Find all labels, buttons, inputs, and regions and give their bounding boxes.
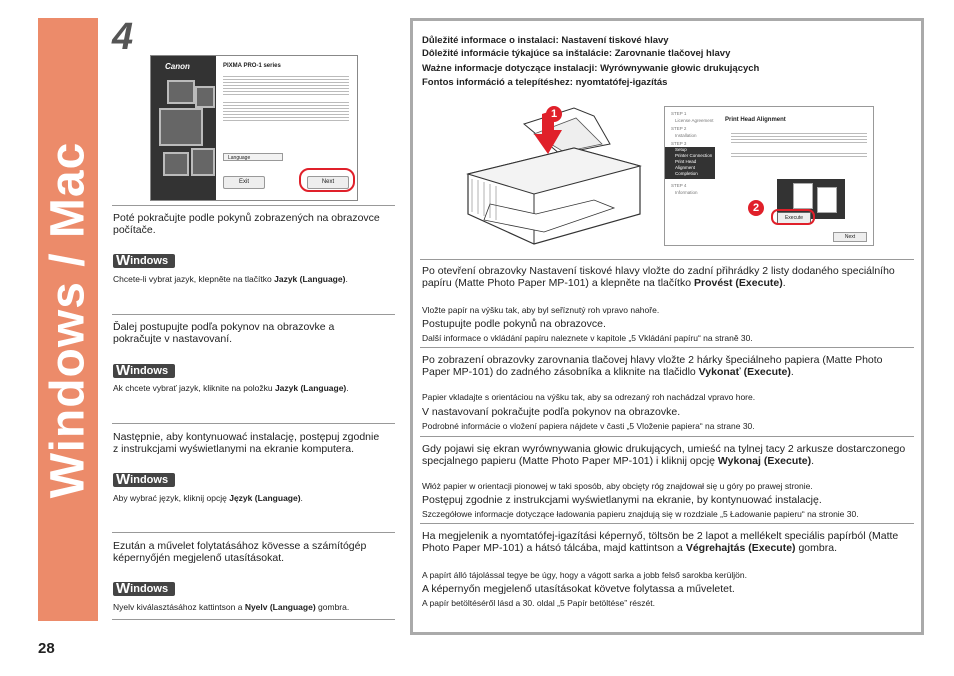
marker-1: 1	[546, 106, 562, 122]
note-text: Papier vkladajte s orientáciou na výšku tak, aby sa odrezaný roh nachádzal vpravo hore.	[422, 392, 756, 402]
nav-step: STEP 4	[671, 183, 687, 188]
installer-screenshot	[150, 55, 358, 201]
alignment-title: Print Head Alignment	[725, 117, 786, 123]
step-number: 4	[112, 16, 134, 58]
instruction-text: Ďalej postupujte podľa pokynov na obrazovke a pokračujte v nastavovaní.	[113, 321, 335, 345]
alignment-text	[731, 131, 867, 145]
nav-item: Printer Connection	[675, 153, 713, 158]
windows-note: Aby wybrać język, kliknij opcję Język (Language).	[113, 493, 303, 503]
info-header: Fontos információ a telepítéshez: nyomtatófej-igazítás	[422, 77, 668, 88]
windows-badge: Windows	[113, 582, 175, 596]
note-text: A képernyőn megjelenő utasításokat követve folytassa a műveletet.	[422, 583, 735, 595]
nav-item: Information	[675, 190, 698, 195]
divider	[420, 259, 914, 260]
language-button[interactable]: Language	[223, 153, 283, 161]
info-header: Ważne informacje dotyczące instalacji: Wyrównywanie głowic drukujących	[422, 63, 760, 74]
divider	[420, 347, 914, 348]
note-text: Vložte papír na výšku tak, aby byl seříznutý roh vpravo nahoře.	[422, 305, 660, 315]
photo-frame	[167, 80, 195, 104]
instruction-text: Po otevření obrazovky Nastavení tiskové hlavy vložte do zadní přihrádky 2 listy dodaného speciálního papíru (Matte Photo Paper MP-101) a klepněte na tlačítko Provést (Execute).	[422, 265, 895, 289]
windows-badge: Windows	[113, 254, 175, 268]
note-text: A papír betöltéséről lásd a 30. oldal „5 Papír betöltése” részét.	[422, 598, 655, 608]
note-text: Další informace o vkládání papíru naleznete v kapitole „5 Vkládání papíru“ na straně 30.	[422, 333, 753, 343]
note-text: Szczegółowe informacje dotyczące ładowania papieru znajdują się w rozdziale „5 Ładowanie papieru“ na stronie 30.	[422, 509, 859, 519]
execute-button[interactable]: Execute	[777, 212, 811, 224]
page-number: 28	[38, 640, 55, 657]
next-button[interactable]: Next	[833, 232, 867, 242]
nav-item: Setup	[675, 147, 687, 152]
info-header: Důležité informace o instalaci: Nastavení tiskové hlavy	[422, 35, 669, 46]
divider	[112, 205, 395, 206]
divider	[420, 436, 914, 437]
note-text: Podrobné informácie o vložení papiera nájdete v časti „5 Vloženie papiera“ na strane 30.	[422, 421, 755, 431]
instruction-text: Gdy pojawi się ekran wyrównywania głowic drukujących, umieść na tylnej tacy 2 arkusze dostarczonego specjalnego papieru (Matte Photo Paper MP-101) i kliknij opcję Wykonaj (Execute).	[422, 443, 906, 467]
windows-note: Ak chcete vybrať jazyk, kliknite na položku Jazyk (Language).	[113, 383, 349, 393]
instruction-text: Następnie, aby kontynuować instalację, postępuj zgodnie z instrukcjami wyświetlanymi na ekranie komputera.	[113, 431, 380, 455]
instruction-text: Po zobrazení obrazovky zarovnania tlačovej hlavy vložte 2 hárky špeciálneho papiera (Matte Photo Paper MP-101) do zadného zásobníka a kliknite na tlačidlo Vykonať (Execute).	[422, 354, 883, 378]
highlight-ring	[771, 209, 815, 225]
info-header: Dôležité informácie týkajúce sa inštalácie: Zarovnanie tlačovej hlavy	[422, 48, 731, 59]
photo-frame	[163, 152, 189, 176]
sidebar-band	[38, 18, 98, 621]
paper-sheet	[817, 187, 837, 213]
highlight-ring	[299, 168, 355, 192]
instruction-text: Poté pokračujte podle pokynů zobrazených na obrazovce počítače.	[113, 212, 380, 236]
divider	[112, 314, 395, 315]
nav-step: STEP 1	[671, 111, 687, 116]
canon-logo: Canon	[165, 62, 190, 71]
nav-step: STEP 3	[671, 141, 687, 146]
note-text: Postupujte podle pokynů na obrazovce.	[422, 318, 606, 330]
photo-frame	[159, 108, 203, 146]
paper-sheet	[793, 183, 813, 209]
divider	[112, 532, 395, 533]
exit-button[interactable]: Exit	[223, 176, 265, 189]
nav-item: Print Head Alignment	[675, 159, 697, 170]
alignment-text	[731, 151, 867, 157]
windows-note: Chcete-li vybrat jazyk, klepněte na tlačítko Jazyk (Language).	[113, 274, 348, 284]
instruction-text: Ha megjelenik a nyomtatófej-igazítási képernyő, töltsön be 2 lapot a mellékelt speciális papírból (Matte Photo Paper MP-101) a hátsó tálcába, majd kattintson a Végrehajtás (Execute) gombra.	[422, 530, 899, 554]
nav-item: Completion	[675, 171, 698, 176]
installer-left-panel	[151, 56, 216, 200]
instruction-text: Ezután a művelet folytatásához kövesse a számítógép képernyőjén megjelenő utasításokat.	[113, 540, 367, 564]
note-text: Włóż papier w orientacji pionowej w taki sposób, aby obcięty róg znajdował się u góry po prawej stronie.	[422, 481, 813, 491]
marker-2: 2	[748, 200, 764, 216]
print-head-alignment-screenshot	[664, 106, 874, 246]
nav-active-group	[665, 147, 715, 179]
photo-frame	[195, 86, 215, 108]
note-text: Postępuj zgodnie z instrukcjami wyświetlanymi na ekranie, by kontynuować instalację.	[422, 494, 822, 506]
note-text: V nastavovaní pokračujte podľa pokynov na obrazovke.	[422, 406, 681, 418]
windows-badge: Windows	[113, 364, 175, 378]
windows-badge: Windows	[113, 473, 175, 487]
photo-frame	[191, 148, 215, 176]
windows-note: Nyelv kiválasztásához kattintson a Nyelv (Language) gombra.	[113, 602, 350, 612]
divider	[112, 423, 395, 424]
installer-text	[223, 74, 349, 96]
installer-text	[223, 100, 349, 122]
sidebar-title: Windows / Mac	[41, 141, 95, 498]
nav-item: Installation	[675, 133, 697, 138]
next-button[interactable]: Next	[307, 176, 349, 189]
divider	[112, 619, 395, 620]
note-text: A papírt álló tájolással tegye be úgy, hogy a vágott sarka a jobb felső sarokba kerüljön.	[422, 570, 747, 580]
nav-item: License Agreement	[675, 118, 714, 123]
nav-step: STEP 2	[671, 126, 687, 131]
installer-title: PIXMA PRO-1 series	[223, 63, 281, 69]
printer-illustration	[464, 104, 658, 246]
divider	[420, 523, 914, 524]
